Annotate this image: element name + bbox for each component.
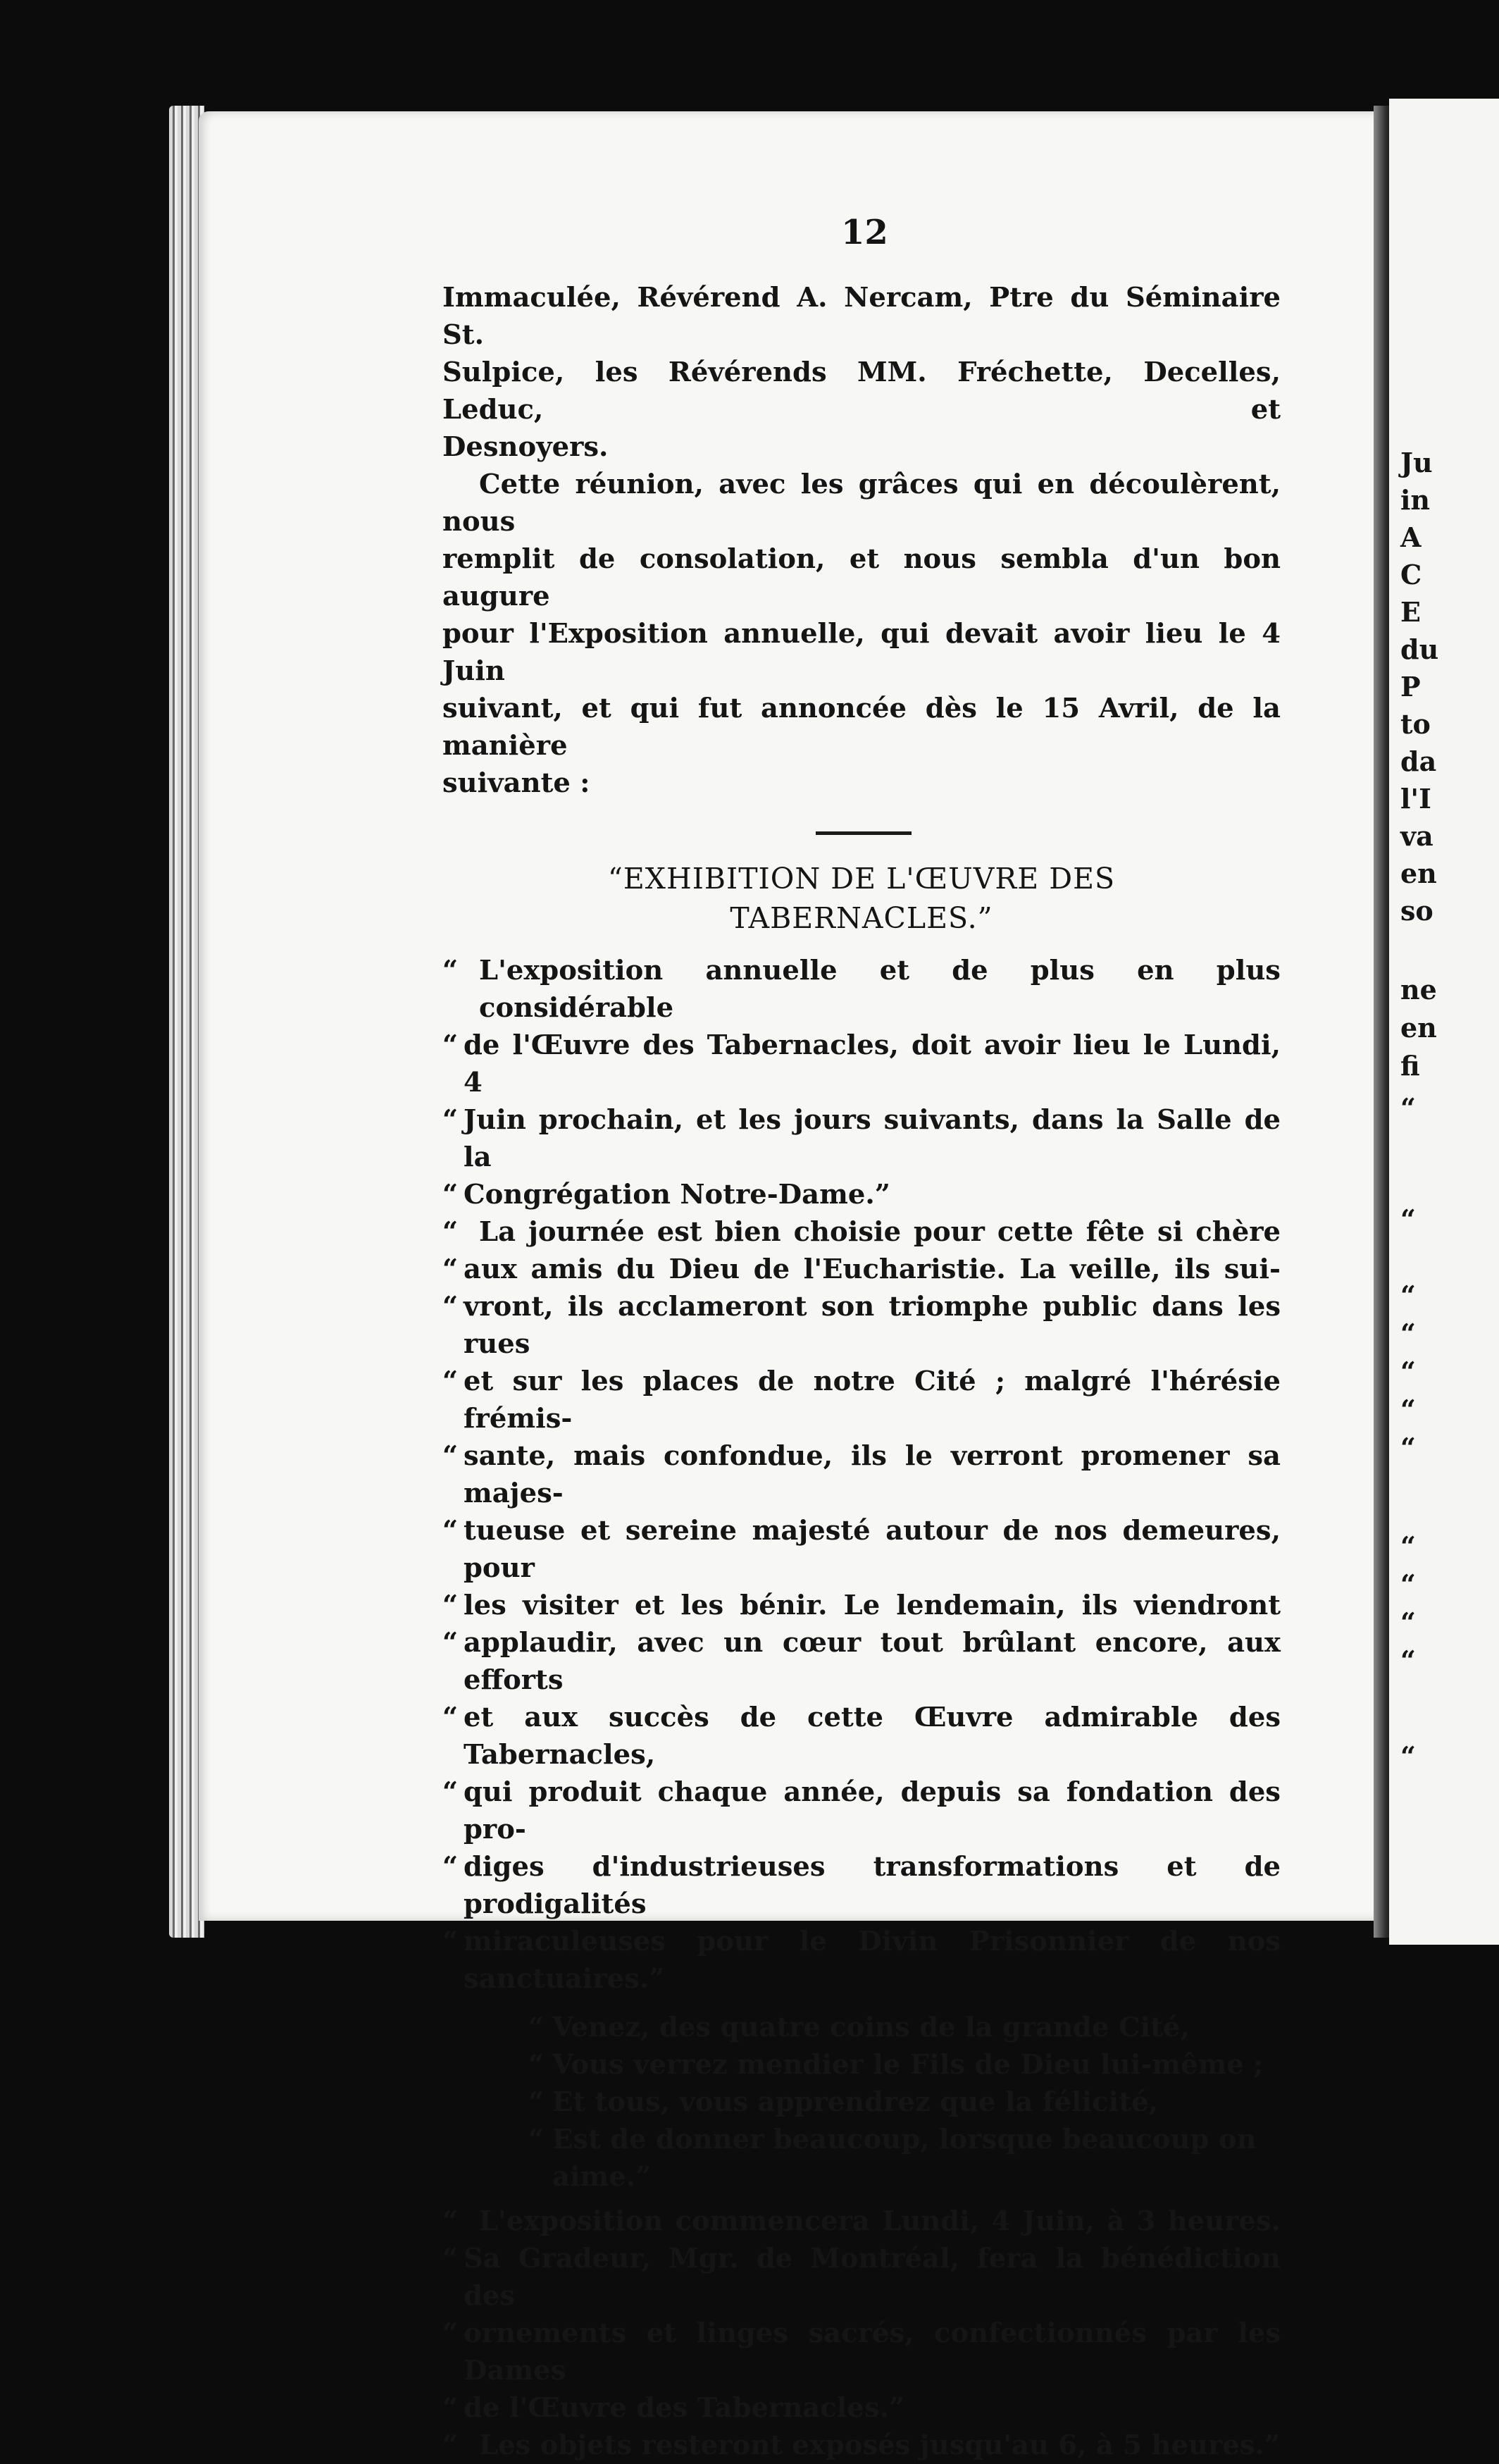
intro-line: Sulpice, les Révérends MM. Fréchette, Decelles, Leduc, et xyxy=(442,357,1281,426)
quote-mark: “ xyxy=(442,1440,459,1472)
quote-mark: “ xyxy=(442,2243,459,2274)
quote-text: diges d'industrieuses transformations et de prodigalités xyxy=(464,1851,1281,1920)
quote-mark: “ xyxy=(442,1253,459,1285)
quote-text: L'exposition annuelle et de plus en plus considérable xyxy=(479,955,1281,1024)
verse-text: Est de donner beaucoup, lorsque beaucoup on aime.” xyxy=(552,2124,1257,2193)
facing-text: en xyxy=(1400,858,1437,889)
quote-line xyxy=(442,1587,1281,1624)
quote-text: Sa Gradeur, Mgr. de Montréal, fera la bénédiction des xyxy=(464,2243,1281,2312)
quote-line xyxy=(442,1213,1281,1251)
quote-text: Les objets resteront exposés jusqu'au 6, à 5 heures.” xyxy=(479,2429,1280,2461)
facing-page-fragment xyxy=(1389,99,1499,1945)
facing-text: da xyxy=(1400,745,1437,777)
quote-text: sante, mais confondue, ils le verront promener sa majes- xyxy=(464,1440,1281,1509)
facing-text: P xyxy=(1400,671,1421,702)
quote-line xyxy=(442,1176,1281,1213)
quote-text: Juin prochain, et les jours suivants, dans la Salle de la xyxy=(464,1104,1281,1173)
quote-line xyxy=(442,1027,1281,1101)
quote-mark: “ xyxy=(442,1104,459,1136)
facing-text: du xyxy=(1400,633,1439,665)
quote-mark: “ xyxy=(528,2086,545,2118)
intro-line: Desnoyers. xyxy=(442,431,609,463)
verse-text: Vous verrez mendier le Fils de Dieu lui-même ; xyxy=(552,2049,1264,2081)
quote-mark: “ xyxy=(442,1216,459,1248)
quote-line xyxy=(442,2389,1281,2427)
quote-mark: “ xyxy=(442,1515,459,1547)
quote-text: vront, ils acclameront son triomphe public dans les rues xyxy=(464,1291,1281,1360)
quote-line xyxy=(442,1848,1281,1923)
facing-text: A xyxy=(1400,521,1422,553)
paragraph-line: suivante : xyxy=(442,767,590,799)
quote-line xyxy=(442,2203,1281,2240)
facing-text: E xyxy=(1400,596,1421,628)
quote-mark: “ xyxy=(442,1029,459,1061)
facing-text: “ xyxy=(1400,1568,1416,1600)
quote-text: de l'Œuvre des Tabernacles, doit avoir lieu le Lundi, 4 xyxy=(464,1029,1281,1098)
facing-text: “ xyxy=(1400,1394,1416,1425)
facing-text: “ xyxy=(1400,1606,1416,1638)
quote-mark: “ xyxy=(442,1702,459,1733)
facing-text: va xyxy=(1400,820,1433,852)
verse xyxy=(442,2009,1281,2196)
quote-text: qui produit chaque année, depuis sa fondation des pro- xyxy=(464,1776,1281,1845)
facing-text: so xyxy=(1400,895,1433,927)
facing-text: l'I xyxy=(1400,783,1431,815)
section-divider xyxy=(816,831,912,835)
facing-text: “ xyxy=(1400,1432,1416,1463)
facing-text: “ xyxy=(1400,1530,1416,1562)
quote-line xyxy=(442,1363,1281,1437)
quote-line xyxy=(442,1288,1281,1363)
paragraph-line: pour l'Exposition annuelle, qui devait avoir lieu le 4 Juin xyxy=(442,618,1281,687)
quote-mark: “ xyxy=(442,2205,459,2237)
quote-mark: “ xyxy=(442,1179,459,1211)
quote-line xyxy=(442,1512,1281,1587)
quote-text: et aux succès de cette Œuvre admirable des Tabernacles, xyxy=(464,1702,1281,1771)
verse-line xyxy=(528,2009,1281,2046)
facing-text: to xyxy=(1400,708,1431,740)
quote-line xyxy=(442,1251,1281,1288)
paragraph-line: Cette réunion, avec les grâces qui en découlèrent, nous xyxy=(442,469,1281,538)
facing-text: “ xyxy=(1400,1740,1416,1772)
paragraph-line: suivant, et qui fut annoncée dès le 15 Avril, de la manière xyxy=(442,693,1281,762)
quote-mark: “ xyxy=(442,2317,459,2349)
quote-text: L'exposition commencera Lundi, 4 Juin, à 3 heures. xyxy=(479,2205,1281,2237)
quote-text: applaudir, avec un cœur tout brûlant encore, aux efforts xyxy=(464,1627,1281,1696)
quote-text: les visiter et les bénir. Le lendemain, ils viendront xyxy=(464,1590,1281,1621)
facing-text: ne xyxy=(1400,974,1437,1005)
verse-text: Venez, des quatre coins de la grande Cité, xyxy=(552,2012,1190,2043)
section-heading xyxy=(442,859,1281,938)
quote-line xyxy=(442,1773,1281,1848)
quote-text: et sur les places de notre Cité ; malgré l'hérésie frémis- xyxy=(464,1366,1281,1435)
verse-line xyxy=(528,2046,1281,2084)
quote-line xyxy=(442,2315,1281,2389)
page-body xyxy=(442,279,1281,2464)
quote-text: aux amis du Dieu de l'Eucharistie. La veille, ils sui- xyxy=(464,1253,1281,1285)
paragraph-line: remplit de consolation, et nous sembla d'un bon augure xyxy=(442,543,1281,612)
quote-mark: “ xyxy=(442,1627,459,1659)
quote-text: Congrégation Notre-Dame.” xyxy=(464,1179,890,1211)
quote-text: tueuse et sereine majesté autour de nos demeures, pour xyxy=(464,1515,1281,1584)
quote-mark: “ xyxy=(442,1851,459,1883)
quote-mark: “ xyxy=(442,1590,459,1621)
quote-mark: “ xyxy=(442,2392,459,2424)
quote-text: de l'Œuvre des Tabernacles.” xyxy=(464,2392,905,2424)
quote-text: La journée est bien choisie pour cette fête si chère xyxy=(479,1216,1281,1248)
verse-text: Et tous, vous apprendrez que la félicité, xyxy=(552,2086,1158,2118)
facing-text: en xyxy=(1400,1012,1437,1044)
facing-text: “ xyxy=(1400,1356,1416,1387)
announcement-quote xyxy=(442,952,1281,2464)
facing-text: “ xyxy=(1400,1318,1416,1349)
quote-line xyxy=(442,1437,1281,1512)
page-number: 12 xyxy=(841,213,888,252)
facing-text: C xyxy=(1400,559,1422,590)
quote-line xyxy=(442,2240,1281,2315)
quote-mark: “ xyxy=(442,2429,459,2461)
quote-line xyxy=(442,1699,1281,1773)
quote-mark: “ xyxy=(528,2049,545,2081)
heading-line: “EXHIBITION DE L'ŒUVRE DES xyxy=(607,862,1116,896)
verse-line xyxy=(528,2121,1281,2196)
quote-mark: “ xyxy=(442,1776,459,1808)
quote-line xyxy=(442,1624,1281,1699)
facing-text: “ xyxy=(1400,1203,1416,1235)
quote-mark: “ xyxy=(528,2012,545,2043)
quote-line xyxy=(442,2427,1281,2464)
facing-text: “ xyxy=(1400,1645,1416,1676)
quote-mark: “ xyxy=(442,1291,459,1323)
quote-text: ornements et linges sacrés, confectionnés par les Dames xyxy=(464,2317,1281,2386)
quote-mark: “ xyxy=(442,1366,459,1397)
quote-mark: “ xyxy=(442,955,459,986)
quote-line xyxy=(442,1101,1281,1176)
facing-text: “ xyxy=(1400,1280,1416,1311)
quote-text: miraculeuses pour le Divin Prisonnier de nos sanctuaires.” xyxy=(464,1926,1281,1995)
facing-text: Ju xyxy=(1400,447,1433,478)
quote-line xyxy=(442,1923,1281,1998)
facing-text: fi xyxy=(1400,1050,1420,1082)
quote-mark: “ xyxy=(442,1926,459,1957)
facing-text: “ xyxy=(1400,1092,1416,1124)
intro-line: Immaculée, Révérend A. Nercam, Ptre du Séminaire St. xyxy=(442,282,1281,351)
heading-line: TABERNACLES.” xyxy=(730,901,993,935)
facing-text: in xyxy=(1400,484,1431,516)
quote-mark: “ xyxy=(528,2124,545,2155)
quote-line xyxy=(442,952,1281,1027)
verse-line xyxy=(528,2084,1281,2121)
